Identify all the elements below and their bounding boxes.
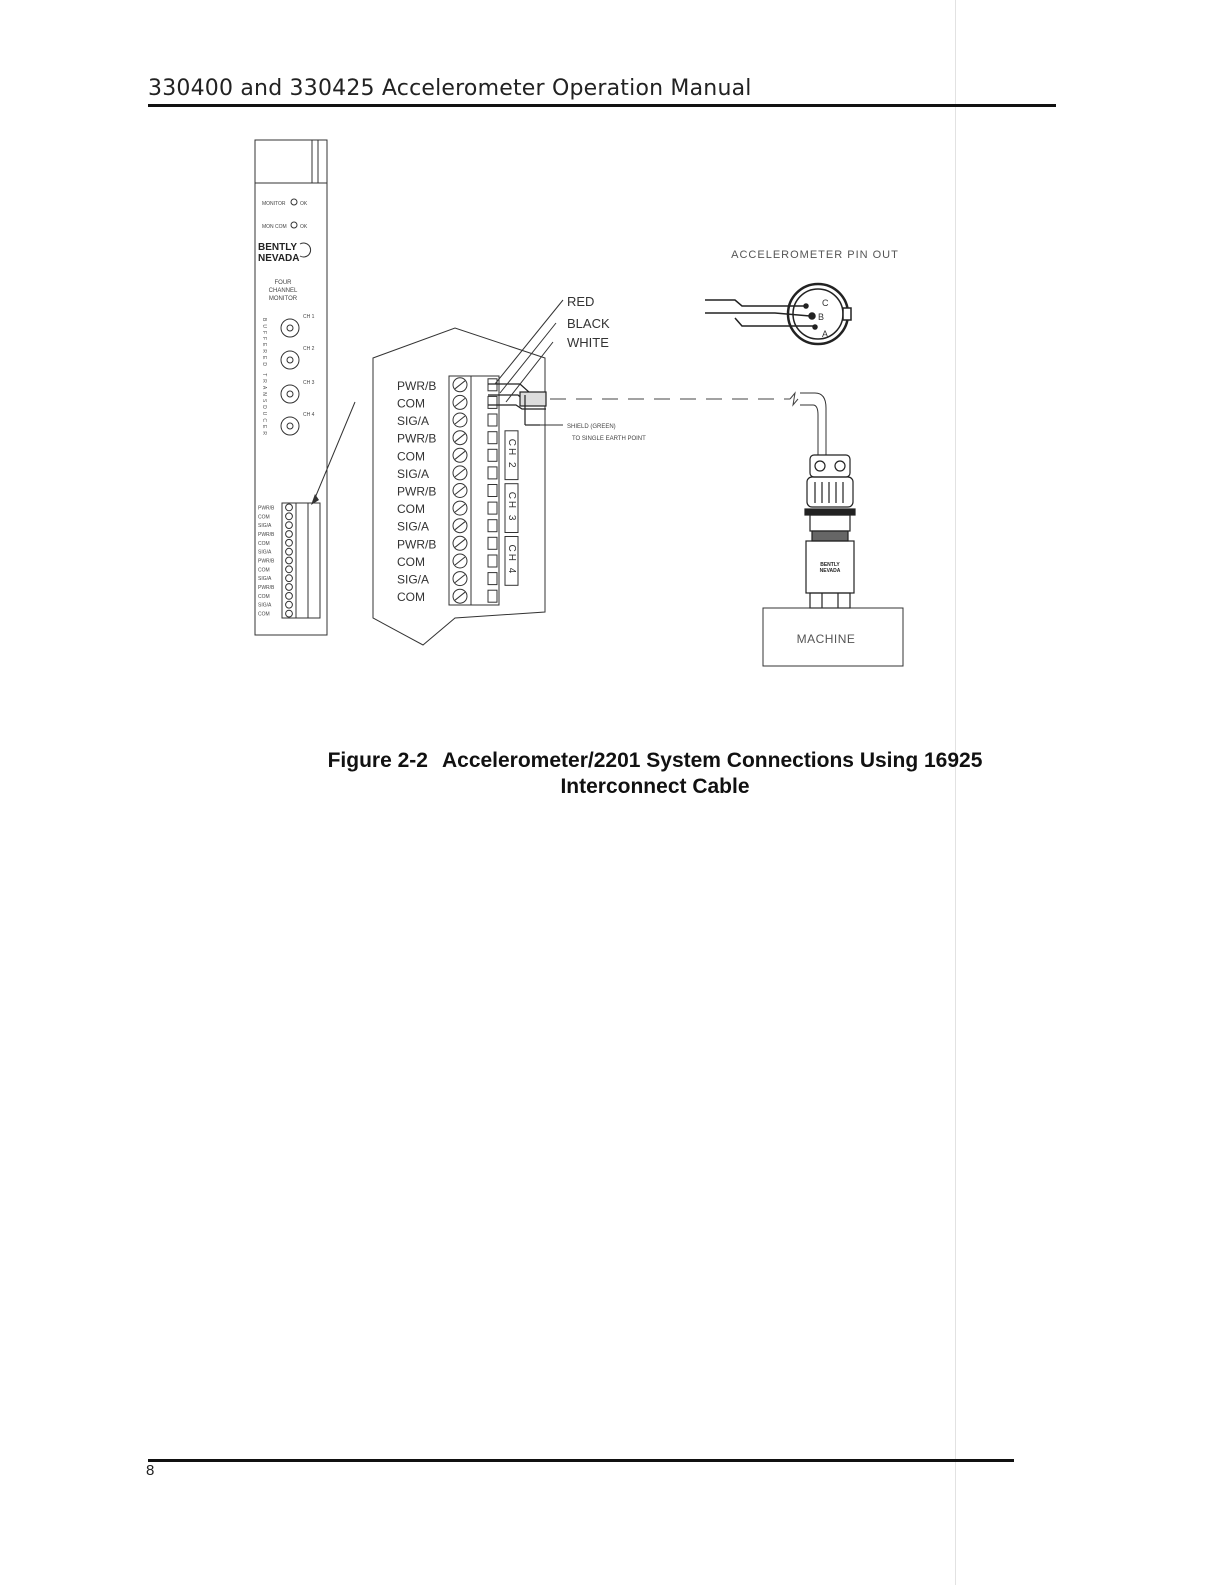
page-number: 8 — [146, 1462, 155, 1479]
sensor-logo-line2: NEVADA — [819, 568, 841, 574]
mini-screw — [286, 513, 293, 520]
detail-pointer-line — [315, 402, 355, 498]
wire-slot — [488, 467, 497, 479]
bnc-label-ch3: CH 3 — [303, 380, 315, 386]
wire-leader-lines — [495, 300, 563, 402]
wire-slot — [488, 502, 497, 514]
footer-rule — [148, 1459, 1014, 1462]
mon-com-ok-label: OK — [300, 224, 308, 230]
sensor-logo-line1: BENTLY — [820, 562, 840, 568]
terminal-label: PWR/B — [397, 537, 437, 552]
mini-screws — [286, 504, 293, 617]
pin-c-label: C — [822, 298, 829, 308]
sensor-connector — [805, 455, 855, 608]
mini-terminal-strip — [282, 503, 320, 618]
terminal-label: SIG/A — [397, 414, 430, 428]
terminal-label: SIG/A — [397, 519, 430, 534]
pinout-title: ACCELEROMETER PIN OUT — [731, 249, 899, 261]
mini-screw — [286, 610, 293, 617]
bnc-label-ch1: CH 1 — [303, 314, 315, 320]
terminal-screws — [453, 378, 467, 603]
wire-slot — [488, 537, 497, 549]
monitor-logo-line2: NEVADA — [258, 253, 300, 264]
terminal-label: PWR/B — [397, 484, 437, 499]
mini-terminal-label: COM — [258, 593, 270, 600]
mini-terminal-label: PWR/B — [258, 532, 275, 538]
wire-label-red: RED — [567, 294, 595, 309]
channel-tag-label: CH 3 — [506, 491, 517, 523]
mini-terminal-label: PWR/B — [258, 585, 275, 591]
wire-slot — [488, 396, 497, 408]
wire-slot — [488, 573, 497, 585]
monitor-ok-label: OK — [300, 201, 308, 207]
wire-slot — [488, 379, 497, 391]
mini-screw — [286, 557, 293, 564]
mini-screw — [286, 584, 293, 591]
figure-caption — [300, 748, 1010, 800]
wire-slot — [488, 555, 497, 567]
monitor-logo-line1: BENTLY — [258, 242, 298, 253]
mini-terminal-label: COM — [258, 514, 270, 521]
mini-screw — [286, 566, 293, 573]
wire-label-white: WHITE — [567, 335, 609, 350]
channel-tag-label: CH 2 — [506, 438, 517, 470]
bnc-connector-ch4 — [281, 417, 299, 435]
terminal-label: COM — [397, 396, 425, 411]
mini-screw — [286, 601, 293, 608]
terminal-label: COM — [397, 555, 425, 569]
machine-label: MACHINE — [796, 632, 856, 646]
mini-terminal-label: COM — [258, 567, 270, 574]
running-header-title: 330400 and 330425 Accelerometer Operation Manual — [148, 76, 752, 101]
pin-a-label: A — [822, 329, 829, 339]
wire-slot — [488, 414, 497, 426]
bently-logo-icon — [300, 243, 311, 257]
terminal-label: PWR/B — [397, 431, 437, 446]
mini-screw — [286, 531, 293, 538]
mini-screw — [286, 522, 293, 529]
wire-label-black: BLACK — [567, 316, 610, 331]
pin-b-label: B — [818, 312, 825, 322]
wire-slot — [488, 520, 497, 532]
bnc-label-ch2: CH 2 — [303, 346, 315, 352]
monitor-desc-line3: MONITOR — [268, 296, 298, 302]
mini-screw — [286, 575, 293, 582]
channel-tags — [505, 431, 518, 586]
wire-slot — [488, 485, 497, 497]
wire-slot-column — [471, 376, 499, 605]
wire-slot — [488, 432, 497, 444]
mini-screw — [286, 548, 293, 555]
wire-slot — [488, 590, 497, 602]
mini-terminal-label: SIG/A — [258, 523, 272, 530]
figure-caption-line1: Accelerometer/2201 System Connections Using 16925 — [441, 749, 983, 772]
mini-terminal-label: SIG/A — [258, 576, 272, 583]
bnc-connector-ch1 — [281, 319, 299, 337]
accelerometer-pinout — [705, 284, 851, 344]
wire-slot — [488, 449, 497, 461]
terminal-label: COM — [397, 590, 425, 605]
mini-screw — [286, 539, 293, 546]
mon-com-led-label: MON COM — [262, 224, 287, 230]
mini-terminal-label: PWR/B — [258, 505, 275, 512]
mini-screw — [286, 504, 293, 511]
figure-number: Figure 2-2 — [327, 749, 428, 772]
terminal-label: PWR/B — [397, 378, 437, 393]
bnc-connector-ch2 — [281, 351, 299, 369]
terminal-labels — [397, 379, 436, 604]
mini-terminal-label: PWR/B — [258, 558, 275, 565]
mini-terminal-label: SIG/A — [258, 602, 272, 609]
shield-label-line1: SHIELD (GREEN) — [567, 424, 616, 430]
terminal-label: COM — [397, 502, 425, 517]
monitor-desc-line2: CHANNEL — [268, 288, 298, 294]
terminal-wire-slots — [488, 379, 497, 602]
mini-terminal-label: COM — [258, 611, 270, 618]
buffered-transducer-label: BUFFERED TRANSDUCER — [261, 318, 267, 438]
terminal-label: SIG/A — [397, 572, 430, 587]
channel-tag-label: CH 4 — [506, 544, 517, 576]
monitor-led-label: MONITOR — [262, 201, 286, 207]
shield-label-line2: TO SINGLE EARTH POINT — [572, 436, 646, 442]
mini-screw — [286, 593, 293, 600]
bnc-connector-ch3 — [281, 385, 299, 403]
figure-caption-line2: Interconnect Cable — [560, 775, 750, 798]
terminal-label: SIG/A — [397, 466, 430, 481]
monitor-desc-line1: FOUR — [274, 280, 292, 286]
mini-terminal-label: SIG/A — [258, 549, 272, 556]
four-channel-monitor — [255, 140, 327, 635]
bnc-label-ch4: CH 4 — [303, 412, 315, 418]
terminal-label: COM — [397, 449, 425, 464]
mini-terminal-label: COM — [258, 540, 270, 547]
mini-terminal-labels — [258, 505, 275, 617]
